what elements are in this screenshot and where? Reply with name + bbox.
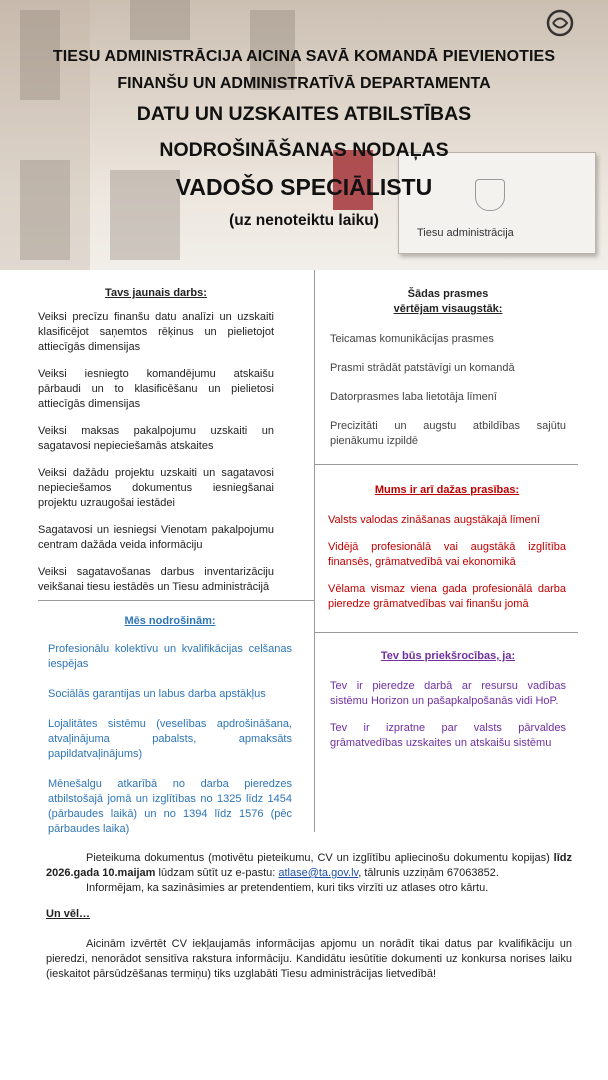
we-provide-section: [48, 614, 292, 837]
header-line-3: DATU UN UZSKAITES ATBILSTĪBAS: [136, 103, 472, 125]
new-job-item: Veiksi iesniegto komandējumu atskaišu pārbaudi un to klasificēšanu un pielietosi attiecīgās dimensijas: [38, 368, 274, 410]
skills-title-2: vērtējam visaugstāk:: [393, 303, 503, 315]
skills-title-1: Šādas prasmes: [407, 288, 489, 300]
skill-item: Datorprasmes laba lietotāja līmenī: [330, 391, 497, 403]
selection-notice: Informējam, ka sazināsimies ar pretendentiem, kuri tiks virzīti uz atlases otro kārtu.: [86, 882, 489, 894]
application-text-mid: lūdzam sūtīt uz e-pastu:: [155, 867, 279, 879]
advantage-item: Tev ir izpratne par valsts pārvaldes grāmatvedības uzskaites un atskaišu sistēmu: [330, 722, 566, 749]
new-job-item: Veiksi sagatavošanas darbus inventarizāciju veikšanai tiesu iestādēs un Tiesu administrācijā: [38, 566, 274, 593]
requirement-item: Vidējā profesionālā vai augstākā izglītība finansēs, grāmatvedībā vai ekonomikā: [328, 541, 566, 568]
window-shape: [130, 0, 190, 40]
new-job-title: Tavs jaunais darbs:: [105, 287, 207, 299]
skill-item: Precizitāti un augstu atbildības sajūtu pienākumu izpildē: [330, 420, 566, 447]
skills-section: [330, 287, 566, 449]
header-line-4: NODROŠINĀŠANAS NODAĻAS: [159, 139, 449, 161]
email-link[interactable]: atlase@ta.gov.lv: [278, 867, 359, 879]
privacy-notice: Aicinām izvērtēt CV iekļaujamās informācijas apjomu un norādīt tikai datus par kvalifikāciju un pieredzi, nenorādot sensitīva rakstura informāciju. Kandidātu iesūtītie dokumenti uz konkursa norises laiku (ieskaitot pārsūdzēšanas termiņu) tiks uzglabāti Tiesu administrācijas lietvedībā!: [46, 938, 572, 980]
requirements-section: [328, 483, 566, 612]
advantages-title: Tev būs priekšrocības, ja:: [380, 650, 516, 662]
application-deadline: līdz 2026.gada 10.maijam: [46, 852, 572, 879]
new-job-section: [38, 286, 274, 595]
plaque-text: Tiesu administrācija: [417, 227, 514, 239]
advantage-item: Tev ir pieredze darbā ar resursu vadības sistēmu Horizon un pašapkalpošanās vidi HoP.: [330, 680, 566, 707]
column-divider: [314, 270, 315, 832]
benefit-item: Sociālās garantijas un labus darba apstākļus: [48, 688, 266, 700]
benefit-item: Lojalitātes sistēmu (veselības apdrošināšana, atvaļinājuma pabalsts, apmaksāts papildatvaļinājums): [48, 718, 292, 760]
contract-term: (uz nenoteiktu laiku): [229, 212, 379, 229]
application-text: Pieteikuma dokumentus (motivētu pieteikumu, CV un izglītību apliecinošu dokumentu kopijas): [86, 852, 550, 864]
requirement-item: Vēlama vismaz viena gada profesionālā darba pieredze grāmatvedības vai finanšu jomā: [328, 583, 566, 610]
also-title: Un vēl…: [46, 908, 91, 920]
benefit-item: Profesionālu kolektīvu un kvalifikācijas celšanas iespējas: [48, 643, 292, 670]
phone-text: , tālrunis uzziņām 67063852.: [358, 867, 499, 879]
new-job-item: Veiksi dažādu projektu uzskaiti un sagatavosi nepieciešamos dokumentus iesniegšanai projektu uzraugošai iestādei: [38, 467, 274, 509]
new-job-item: Veiksi precīzu finanšu datu analīzi un uzskaiti klasificējot saņemtos rēķinus un pielietojot attiecīgās dimensijas: [38, 311, 274, 353]
ta-logo-icon: [545, 8, 575, 38]
header-line-2: FINANŠU UN ADMINISTRATĪVĀ DEPARTAMENTA: [117, 75, 491, 92]
new-job-item: Sagatavosi un iesniegsi Vienotam pakalpojumu centram dažāda veida informāciju: [38, 524, 274, 551]
benefit-item: Mēnešalgu atkarībā no darba pieredzes atbilstošajā jomā un izglītības no 1325 līdz 1454 (pārbaudes laikā) un no 1394 līdz 1576 (pēc pārbaudes laika): [48, 778, 292, 835]
institution-plaque: [398, 152, 596, 254]
section-divider: [38, 600, 314, 601]
application-info: [46, 851, 572, 896]
section-divider: [314, 632, 578, 633]
skill-item: Teicamas komunikācijas prasmes: [330, 333, 494, 345]
header-banner: [0, 0, 608, 270]
requirement-item: Valsts valodas zināšanas augstākajā līmenī: [328, 514, 540, 526]
new-job-item: Veiksi maksas pakalpojumu uzskaiti un sagatavosi nepieciešamās atskaites: [38, 425, 274, 452]
position-title: VADOŠO SPECIĀLISTU: [175, 174, 433, 200]
requirements-title: Mums ir arī dažas prasības:: [374, 484, 520, 496]
skill-item: Prasmi strādāt patstāvīgi un komandā: [330, 362, 515, 374]
advantages-section: [330, 649, 566, 751]
we-provide-title: Mēs nodrošinām:: [124, 615, 216, 627]
section-divider: [314, 464, 578, 465]
header-line-1: TIESU ADMINISTRĀCIJA AICINA SAVĀ KOMANDĀ PIEVIENOTIES: [52, 48, 556, 65]
